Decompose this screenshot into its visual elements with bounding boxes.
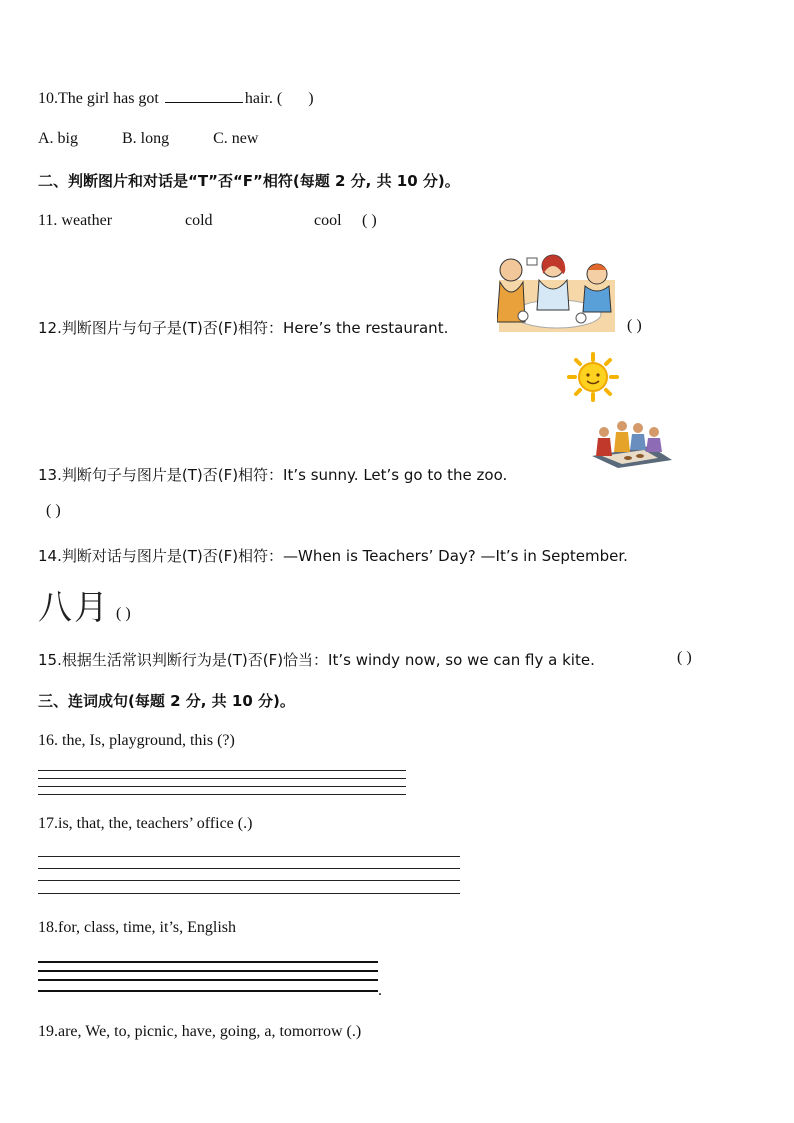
writing-line[interactable]	[38, 856, 460, 857]
answer-blank[interactable]	[165, 88, 243, 103]
answer-paren[interactable]: ( )	[627, 317, 642, 334]
august-month-picture: 八月	[38, 588, 110, 628]
writing-line[interactable]	[38, 868, 460, 869]
question-19: 19.are, We, to, picnic, have, going, a, tomorrow (.)	[38, 1023, 362, 1040]
answer-paren[interactable]: ( )	[116, 605, 131, 622]
question-16: 16. the, Is, playground, this (?)	[38, 732, 235, 749]
picnic-picture	[588, 416, 674, 474]
writing-line[interactable]	[38, 893, 460, 894]
writing-line[interactable]	[38, 990, 378, 992]
question-11-word-cold: cold	[185, 212, 213, 229]
writing-line[interactable]	[38, 979, 378, 981]
option-c[interactable]: C. new	[213, 130, 259, 147]
writing-line[interactable]	[38, 970, 378, 972]
question-11: 11. weather	[38, 212, 113, 229]
question-10: 10.The girl has got hair. ( )	[38, 90, 314, 107]
answer-paren[interactable]: ( )	[362, 212, 377, 229]
writing-line[interactable]	[38, 961, 378, 963]
family-restaurant-picture	[497, 252, 617, 332]
option-b[interactable]: B. long	[122, 130, 170, 147]
answer-paren[interactable]: ( )	[46, 502, 61, 519]
question-18: 18.for, class, time, it’s, English	[38, 919, 237, 936]
writing-line[interactable]	[38, 770, 406, 771]
writing-line[interactable]	[38, 880, 460, 881]
section-3-title: 三、连词成句(每题 2 分, 共 10 分)。	[38, 692, 295, 710]
question-17: 17.is, that, the, teachers’ office (.)	[38, 815, 253, 832]
writing-line[interactable]	[38, 778, 406, 779]
question-14: 14.判断对话与图片是(T)否(F)相符：—When is Teachers’ Day? —It’s in September.	[38, 547, 628, 565]
sun-picture	[566, 352, 620, 402]
question-10-options	[38, 130, 258, 148]
question-13: 13.判断句子与图片是(T)否(F)相符：It’s sunny. Let’s go to the zoo.	[38, 466, 508, 484]
option-a[interactable]: A. big	[38, 130, 78, 147]
sentence-end-period: .	[378, 982, 382, 999]
question-11-word-cool: cool	[314, 212, 342, 229]
question-12: 12.判断图片与句子是(T)否(F)相符：Here’s the restaurant.	[38, 319, 449, 337]
section-2-title: 二、判断图片和对话是“T”否“F”相符(每题 2 分, 共 10 分)。	[38, 172, 460, 190]
writing-line[interactable]	[38, 794, 406, 795]
answer-paren[interactable]: ( )	[677, 649, 692, 666]
writing-line[interactable]	[38, 786, 406, 787]
question-15: 15.根据生活常识判断行为是(T)否(F)恰当：It’s windy now, so we can fly a kite.	[38, 651, 595, 669]
